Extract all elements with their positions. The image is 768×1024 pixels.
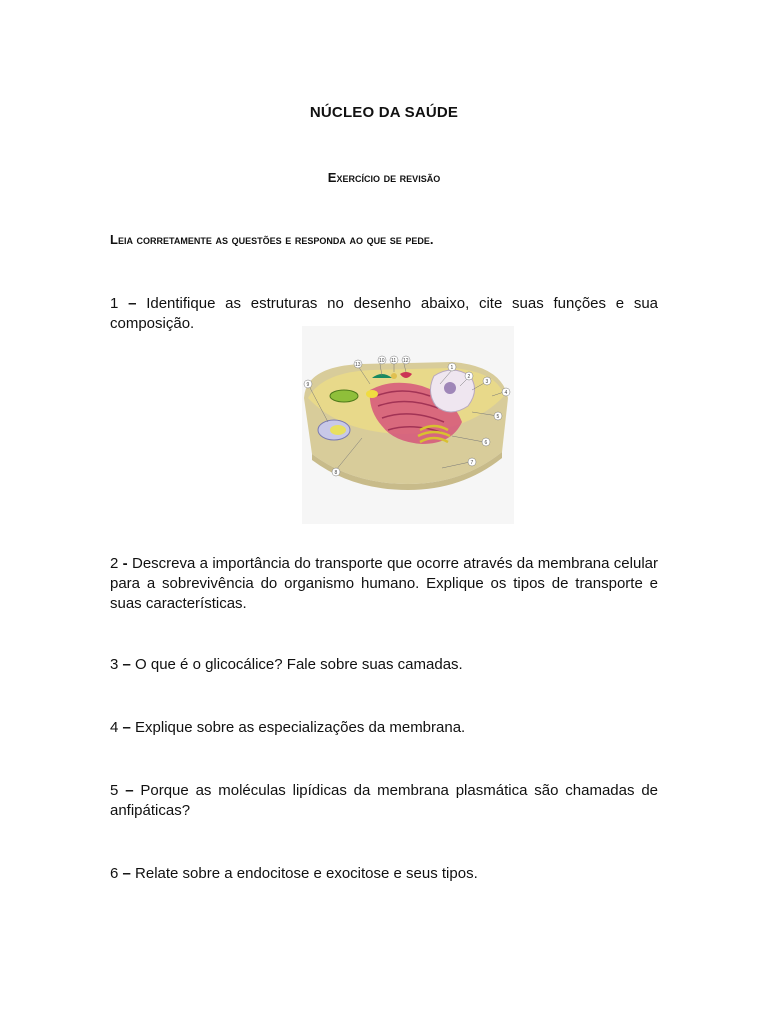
- document-title: NÚCLEO DA SAÚDE: [309, 104, 459, 121]
- question-text: Identifique as estruturas no desenho abaixo, cite suas funções e sua composição.: [110, 295, 659, 332]
- svg-text:4: 4: [504, 390, 508, 396]
- question-text: Porque as moléculas lipídicas da membrana plasmática são chamadas de anfipáticas?: [110, 782, 659, 819]
- svg-text:12: 12: [403, 358, 409, 364]
- question-5: [110, 781, 658, 821]
- vesicle: [391, 373, 397, 379]
- question-dash: –: [122, 865, 131, 882]
- question-dash: -: [122, 555, 128, 572]
- nucleolus: [444, 382, 456, 394]
- question-text: Relate sobre a endocitose e exocitose e seus tipos.: [135, 865, 478, 882]
- instruction-text: Leia corretamente as questões e responda ao que se pede.: [110, 232, 434, 247]
- mitochondrion-1: [330, 390, 358, 402]
- svg-text:7: 7: [470, 460, 474, 466]
- question-number: 3: [110, 656, 119, 673]
- question-text: Explique sobre as especializações da membrana.: [135, 719, 466, 736]
- question-dash: –: [122, 719, 131, 736]
- vacuole-content: [330, 425, 346, 435]
- svg-text:8: 8: [334, 470, 338, 476]
- question-number: 2: [110, 555, 119, 572]
- question-4: [110, 718, 658, 738]
- question-6: [110, 864, 658, 884]
- svg-text:9: 9: [306, 382, 310, 388]
- question-number: 4: [110, 719, 119, 736]
- svg-text:13: 13: [355, 362, 361, 368]
- question-text: Descreva a importância do transporte que ocorre através da membrana celular para a sobrevivência do organismo humano. Explique os tipos de transporte e suas características.: [110, 555, 658, 612]
- svg-text:5: 5: [496, 414, 500, 420]
- lysosome: [366, 390, 378, 398]
- question-dash: –: [128, 295, 137, 312]
- question-number: 1: [110, 295, 119, 312]
- svg-text:2: 2: [467, 374, 471, 380]
- svg-text:10: 10: [379, 358, 385, 364]
- svg-text:3: 3: [485, 379, 489, 385]
- svg-text:1: 1: [450, 365, 454, 371]
- question-text: O que é o glicocálice? Fale sobre suas camadas.: [135, 656, 463, 673]
- question-3: [110, 655, 658, 675]
- document-subtitle: Exercício de revisão: [327, 170, 441, 185]
- svg-text:6: 6: [484, 440, 488, 446]
- cell-illustration: [302, 326, 514, 524]
- question-dash: –: [122, 656, 131, 673]
- question-number: 5: [110, 782, 119, 799]
- question-2: [110, 554, 658, 614]
- question-dash: –: [125, 782, 134, 799]
- question-number: 6: [110, 865, 119, 882]
- animal-cell-diagram: [302, 326, 514, 524]
- svg-text:11: 11: [391, 358, 397, 364]
